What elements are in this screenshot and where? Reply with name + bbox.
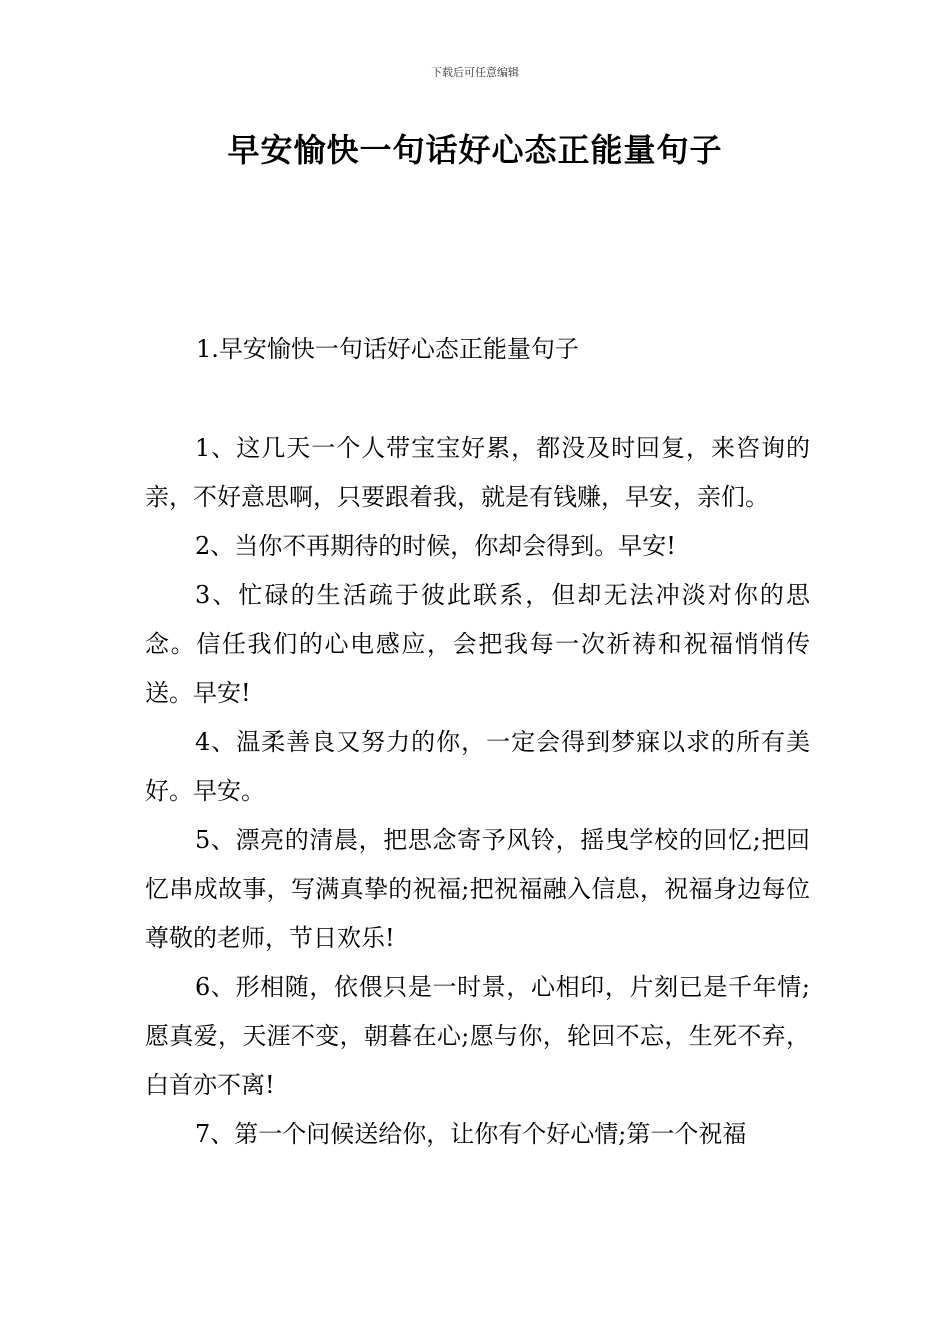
document-title: 早安愉快一句话好心态正能量句子 [227, 131, 723, 169]
paragraph: 1、这几天一个人带宝宝好累，都没及时回复，来咨询的亲，不好意思啊，只要跟着我，就是有钱赚，早安，亲们。 [145, 434, 810, 511]
paragraph: 7、第一个问候送给你，让你有个好心情;第一个祝福 [195, 1120, 747, 1148]
paragraph: 2、当你不再期待的时候，你却会得到。早安! [195, 532, 676, 560]
paragraph: 4、温柔善良又努力的你，一定会得到梦寐以求的所有美好。早安。 [145, 728, 810, 805]
paragraph-list [145, 424, 810, 1159]
section-heading: 1.早安愉快一句话好心态正能量句子 [196, 335, 579, 363]
paragraph: 3、忙碌的生活疏于彼此联系，但却无法冲淡对你的思念。信任我们的心电感应，会把我每一次祈祷和祝福悄悄传送。早安! [145, 581, 810, 707]
paragraph: 5、漂亮的清晨，把思念寄予风铃，摇曳学校的回忆;把回忆串成故事，写满真挚的祝福;把祝福融入信息，祝福身边每位尊敬的老师，节日欢乐! [145, 826, 810, 952]
paragraph: 6、形相随，依偎只是一时景，心相印，片刻已是千年情;愿真爱，天涯不变，朝暮在心;愿与你，轮回不忘，生死不弃，白首亦不离! [145, 973, 810, 1099]
header-note: 下载后可任意编辑 [431, 66, 519, 79]
